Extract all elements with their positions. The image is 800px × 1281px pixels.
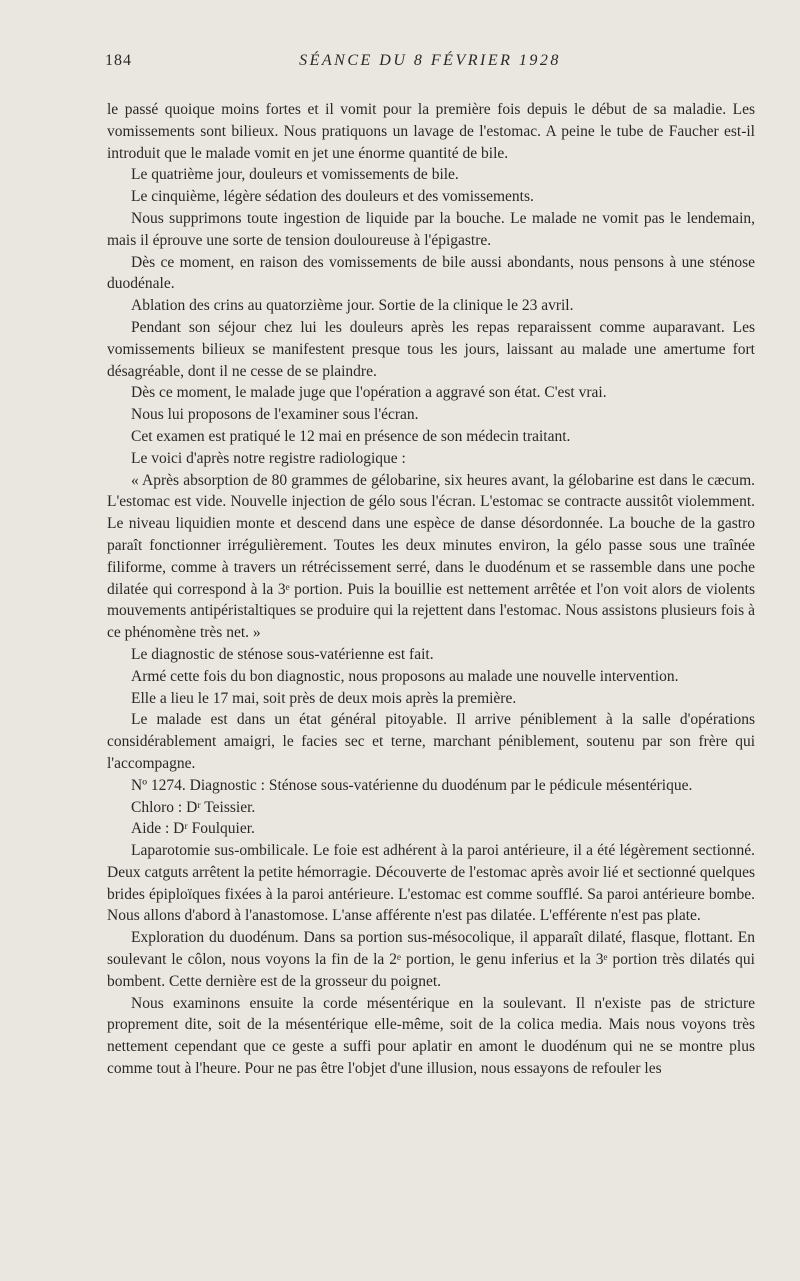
- paragraph: Le malade est dans un état général pitoyable. Il arrive péniblement à la salle d'opérations considérablement amaigri, le facies sec et terne, marchant péniblement, soutenu par son frère qui l'accompagne.: [107, 711, 755, 772]
- paragraph: Ablation des crins au quatorzième jour. Sortie de la clinique le 23 avril.: [131, 297, 574, 315]
- paragraph: Elle a lieu le 17 mai, soit près de deux mois après la première.: [131, 689, 517, 707]
- paragraph: Pendant son séjour chez lui les douleurs après les repas reparaissent comme auparavant. Les vomissements bilieux se manifestent presque tous les jours, laissant au malade une amertume fort désagréable, dont il ne cesse de se plaindre.: [107, 318, 755, 380]
- paragraph: Nous supprimons toute ingestion de liquide par la bouche. Le malade ne vomit pas le lendemain, mais il éprouve une sorte de tension douloureuse à l'épigastre.: [107, 209, 755, 249]
- paragraph: Chloro : Dʳ Teissier.: [131, 798, 256, 816]
- paragraph: Le diagnostic de sténose sous-vatérienne est fait.: [131, 645, 434, 663]
- paragraph: Dès ce moment, en raison des vomissements de bile aussi abondants, nous pensons à une sténose duodénale.: [107, 253, 755, 293]
- paragraph: le passé quoique moins fortes et il vomit pour la première fois depuis le début de sa maladie. Les vomissements sont bilieux. Nous pratiquons un lavage de l'estomac. A peine le tube de Faucher est-il introduit que le malade vomit en jet une énorme quantité de bile.: [107, 101, 755, 162]
- paragraph: Exploration du duodénum. Dans sa portion sus-mésocolique, il apparaît dilaté, flasque, flottant. En soulevant le côlon, nous voyons la fin de la 2ᵉ portion, le genu inferius et la 3ᵉ portion très dilatés qui bombent. Cette dernière est de la grosseur du poignet.: [107, 929, 755, 990]
- paragraph: Laparotomie sus-ombilicale. Le foie est adhérent à la paroi antérieure, il a été légèrement sectionné. Deux catguts arrêtent la petite hémorragie. Découverte de l'estomac après avoir lié et sectionné quelques brides épiploïques fixées à la paroi antérieure. L'estomac est comme soufflé. Sa paroi antérieure bombe. Nous allons d'abord à l'anastomose. L'anse afférente n'est pas dilatée. L'efférente n'est pas plate.: [107, 842, 755, 925]
- paragraph: Dès ce moment, le malade juge que l'opération a aggravé son état. C'est vrai.: [131, 384, 607, 402]
- quoted-radiology-report: « Après absorption de 80 grammes de gélobarine, six heures avant, la gélobarine est dans le cæcum. L'estomac est vide. Nouvelle injection de gélo sous l'écran. L'estomac se contracte aussitôt violemment. Le niveau liquidien monte et descend dans une espèce de danse désordonnée. La bouche de la gastro paraît fonctionner irrégulièrement. Toutes les deux minutes environ, la gélo passe sous une traînée filiforme, comme à travers un rétrécissement serré, dans le duodénum et se rassemble dans une poche dilatée qui correspond à la 3ᵉ portion. Puis la bouillie est nettement arrêtée et l'on voit alors de violents mouvements antipéristaltiques se produire qui la rejettent dans l'estomac. Nous assistons plusieurs fois à ce phénomène très net. »: [107, 471, 755, 642]
- paragraph: Nous lui proposons de l'examiner sous l'écran.: [131, 406, 419, 424]
- running-head: [105, 52, 755, 74]
- paragraph: Le voici d'après notre registre radiologique :: [131, 449, 406, 467]
- page-number: 184: [105, 52, 132, 69]
- paragraph: Cet examen est pratiqué le 12 mai en présence de son médecin traitant.: [131, 427, 571, 445]
- paragraph: Nº 1274. Diagnostic : Sténose sous-vatérienne du duodénum par le pédicule mésentérique.: [131, 776, 693, 794]
- paragraph: Le cinquième, légère sédation des douleurs et des vomissements.: [131, 188, 534, 206]
- header-title: SÉANCE DU 8 FÉVRIER 1928: [299, 52, 561, 69]
- paragraph: Nous examinons ensuite la corde mésentérique en la soulevant. Il n'existe pas de stricture proprement dite, soit de la mésentérique elle-même, soit de la colica media. Mais nous voyons très nettement cependant que ce geste a suffi pour aplatir en amont le duodénum qui ne se montre plus comme tout à l'heure. Pour ne pas être l'objet d'une illusion, nous essayons de refouler les: [107, 994, 755, 1078]
- paragraph: Armé cette fois du bon diagnostic, nous proposons au malade une nouvelle intervention.: [131, 667, 679, 685]
- paragraph: Aide : Dʳ Foulquier.: [131, 820, 255, 838]
- paragraph: Le quatrième jour, douleurs et vomissements de bile.: [131, 166, 459, 184]
- body-text: [107, 99, 755, 1080]
